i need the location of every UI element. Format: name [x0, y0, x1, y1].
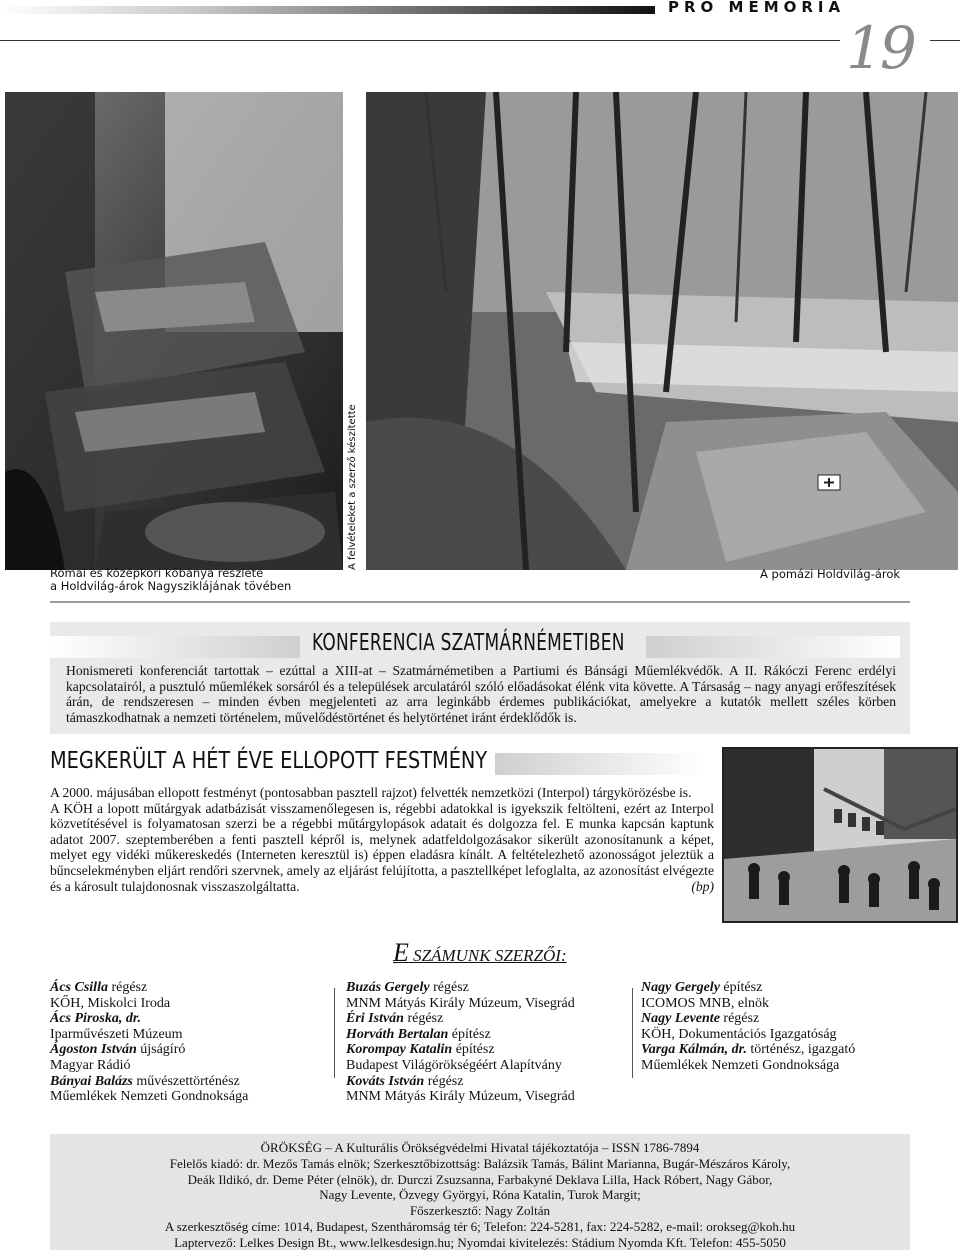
- colophon-line: Nagy Levente, Özvegy Györgyi, Róna Katalin, Turok Margit;: [319, 1187, 641, 1203]
- section-title: PRO MEMORIA: [668, 0, 846, 16]
- author-entry: [641, 1011, 931, 1027]
- heading-bar-right: [646, 636, 900, 658]
- author-role: történész, igazgató: [750, 1042, 856, 1058]
- stolen-title: MEGKERÜLT A HÉT ÉVE ELLOPOTT FESTMÉNY: [50, 748, 488, 774]
- quarry-caption-line-1: Római és középkori kőbánya részlete: [50, 566, 264, 580]
- page-number: 19: [846, 14, 914, 82]
- author-affiliation: Műemlékek Nemzeti Gondnoksága: [641, 1057, 840, 1073]
- author-entry: [346, 1074, 626, 1090]
- recovered-painting: [722, 747, 958, 923]
- author-affiliation: KŐH, Miskolci Iroda: [50, 995, 171, 1011]
- author-name: Nagy Levente: [641, 1011, 720, 1027]
- author-entry: [50, 980, 320, 996]
- author-affiliation: Műemlékek Nemzeti Gondnoksága: [50, 1089, 249, 1105]
- conference-heading: [50, 630, 910, 660]
- colophon-line: Deák Ildikó, dr. Deme Péter (elnök), dr. Durczi Zsuzsanna, Farbakyné Deklava Lilla, Hack Róbert, Nagy Gábor,: [187, 1171, 773, 1187]
- colophon-line: A szerkesztőség címe: 1014, Budapest, Szentháromság tér 6; Telefon: 224-5281, fax: 224-5282, e-mail: orokseg@koh.hu: [164, 1218, 796, 1234]
- author-entry: [50, 1074, 320, 1090]
- authors-column-3: [641, 980, 931, 1074]
- stolen-text: [50, 785, 714, 894]
- colophon-line: Felelős kiadó: dr. Mezős Tamás elnök; Szerkesztőbizottság: Balázsik Tamás, Bálint Marianna, Bugár-Mészáros Károly,: [169, 1155, 791, 1171]
- header-rule: [0, 40, 840, 41]
- author-entry: [641, 1042, 931, 1058]
- quarry-caption: [50, 567, 291, 593]
- stolen-para-1: A 2000. májusában ellopott festményt (pontosabban pasztell rajzot) felvették nemzetközi (Interpol) tárgykörözésbe is.: [50, 785, 692, 800]
- author-entry: [346, 1042, 626, 1058]
- authors-title-rest: SZÁMUNK SZERZŐI:: [408, 946, 567, 965]
- author-entry: [50, 1042, 320, 1058]
- author-role: újságíró: [140, 1042, 186, 1058]
- photo-credit: A felvételeket a szerző készítette: [347, 404, 358, 570]
- conference-text: Honismereti konferenciát tartottak – ezúttal a XIII-at – Szatmárnémetiben a Partiumi és Bánsági Műemlékvédők. A II. Rákóczi Ferenc erdélyi kapcsolatairól, a pusztuló műemlékek sorsáról és a települések arculatáról szóló előadásokat élénk vita követte. A Társaság – nagy anyagi erőfeszítések árán, de rendszeresen – minden évben megjelenteti az arra leginkább érdemes publikációkat, amelyekre a kutatók mellett széles körben támaszkodhatnak a nemzeti történelem, művelődéstörténet és helytörténet iránt érdeklődők is.: [66, 663, 896, 725]
- header-rule-right: [930, 40, 960, 41]
- author-role: régész: [407, 1011, 444, 1027]
- ravine-caption: A pomázi Holdvilág-árok: [760, 567, 901, 581]
- author-name: Éri István: [346, 1011, 404, 1027]
- colophon-line: Főszerkesztő: Nagy Zoltán: [409, 1203, 551, 1219]
- conference-title: KONFERENCIA SZATMÁRNÉMETIBEN: [312, 630, 625, 656]
- author-name: Kováts István: [346, 1073, 425, 1089]
- author-name: Korompay Katalin: [346, 1042, 453, 1058]
- quarry-photo: [5, 92, 343, 570]
- author-name: Ács Csilla: [50, 980, 108, 995]
- author-name: Bányai Balázs: [50, 1073, 133, 1089]
- author-role: régész: [111, 980, 148, 995]
- colophon-box: [50, 1134, 910, 1250]
- author-affiliation: Magyar Rádió: [50, 1057, 131, 1073]
- column-divider: [334, 988, 335, 1078]
- author-name: Nagy Gergely: [641, 980, 720, 995]
- author-affiliation: MNM Mátyás Király Múzeum, Visegrád: [346, 995, 575, 1011]
- heading-bar-left: [50, 636, 300, 658]
- author-role: építész: [723, 980, 763, 995]
- authors-column-2: [346, 980, 626, 1105]
- stolen-heading-bar: [495, 753, 705, 775]
- author-role: régész: [723, 1011, 760, 1027]
- author-name: Horváth Bertalan: [346, 1026, 449, 1042]
- column-divider: [632, 988, 633, 1078]
- authors-title-initial: E: [393, 938, 409, 967]
- header-gradient-bar: [0, 6, 655, 14]
- ravine-photo: [366, 92, 958, 570]
- colophon-line: ÖRÖKSÉG – A Kulturális Örökségvédelmi Hivatal tájékoztatója – ISSN 1786-7894: [260, 1140, 700, 1155]
- stolen-signature: (bp): [691, 878, 714, 894]
- author-entry: [346, 980, 626, 996]
- author-entry: [346, 1027, 626, 1043]
- author-affiliation: ICOMOS MNB, elnök: [641, 995, 769, 1011]
- author-name: Ágoston István: [50, 1042, 137, 1058]
- author-name: Buzás Gergely: [346, 980, 430, 995]
- author-role: építész: [455, 1042, 495, 1058]
- author-affiliation: Budapest Világörökségéért Alapítvány: [346, 1057, 562, 1073]
- author-entry: [346, 1011, 626, 1027]
- authors-column-1: [50, 980, 320, 1105]
- author-entry: [641, 980, 931, 996]
- author-name: Varga Kálmán, dr.: [641, 1042, 747, 1058]
- author-entry: [50, 1011, 320, 1027]
- author-name: Ács Piroska, dr.: [50, 1011, 142, 1027]
- author-role: régész: [427, 1073, 464, 1089]
- authors-title: [393, 938, 567, 968]
- author-role: régész: [433, 980, 469, 995]
- author-affiliation: Iparművészeti Múzeum: [50, 1026, 183, 1042]
- photo-divider: [50, 601, 910, 603]
- stolen-para-2: [50, 801, 714, 895]
- stolen-para-2-text: A KÖH a lopott műtárgyak adatbázisát visszamenőlegesen is, régebbi adatokkal is igyekszik feltölteni, ezért az Interpol közvetítésével is folyamatosan szerzi be a régebbi műtárgylopások adatait és dolgozza fel. E munka kapcsán kaptunk adatot 2007. szeptemberében a fenti pasztell képről is, melynek adatfeldolgozásakor sikerült azonosítanunk a képet, melyet egy vidéki műkereskedés (Interneten keresztül is) éppen eladásra kínált. A feltételezhető azonosságot jeleztük a bűncselekményben eljárt rendőri szervnek, amely az eljárást felújította, a pasztellképet lefoglalta, az azonosítást elvégezte és a károsult tulajdonosnak visszaszolgáltatta.: [50, 800, 714, 894]
- author-role: művészettörténész: [136, 1073, 240, 1089]
- colophon-line: Laptervező: Lelkes Design Bt., www.lelkesdesign.hu; Nyomdai kivitelezés: Stádium Nyomda Kft. Telefon: 455-5050: [174, 1234, 786, 1250]
- author-affiliation: KÖH, Dokumentációs Igazgatóság: [641, 1026, 837, 1042]
- author-affiliation: MNM Mátyás Király Múzeum, Visegrád: [346, 1089, 575, 1105]
- colophon-text: [50, 1140, 910, 1251]
- author-role: építész: [451, 1026, 491, 1042]
- quarry-caption-line-2: a Holdvilág-árok Nagysziklájának tövében: [50, 579, 292, 593]
